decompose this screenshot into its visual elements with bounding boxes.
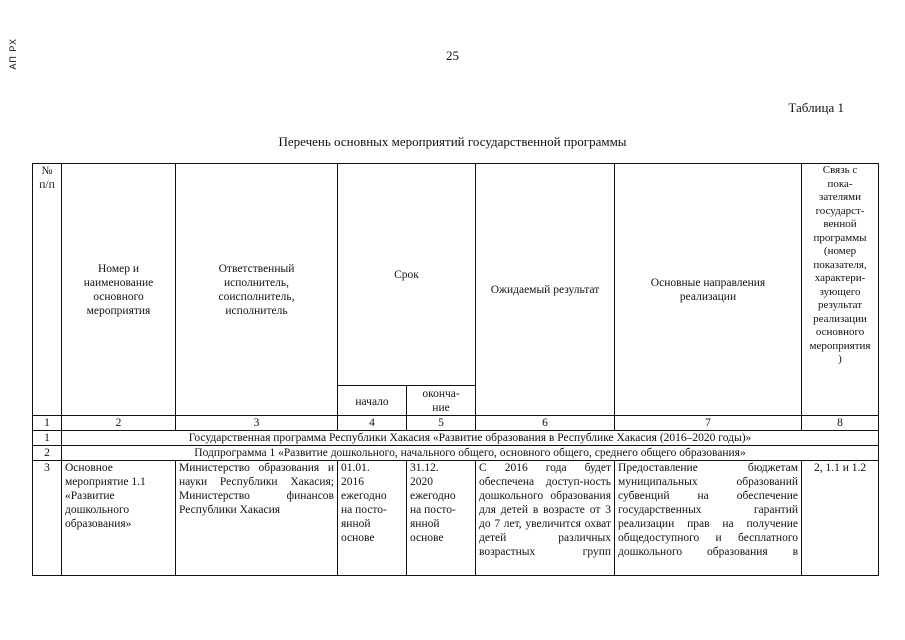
header-expected-result: Ожидаемый результат: [476, 164, 615, 416]
activity-indicators: 2, 1.1 и 1.2: [802, 461, 879, 576]
column-number: 7: [615, 416, 802, 431]
column-number: 6: [476, 416, 615, 431]
column-number: 5: [407, 416, 476, 431]
activity-num: 3: [33, 461, 62, 576]
activity-directions: Предоставление бюджетам муниципальных образований субвенций на обеспечение государственных гарантий реализации прав на получение общедоступного и бесплатного дошкольного образования в: [615, 461, 802, 576]
activity-expected-result: С 2016 года будет обеспечена доступ-ность дошкольного образования для детей в возрасте от 3 до 7 лет, увеличится охват детей различных возрастных групп: [476, 461, 615, 576]
document-title: Перечень основных мероприятий государственной программы: [278, 134, 627, 149]
header-directions: Основные направления реализации: [615, 164, 802, 416]
header-term-start: начало: [338, 386, 407, 416]
program-row-title: Государственная программа Республики Хакасия «Развитие образования в Республике Хакасия (2016–2020 годы)»: [62, 431, 879, 446]
header-num: № п/п: [33, 164, 62, 416]
column-number: 3: [176, 416, 338, 431]
header-term: Срок: [338, 164, 476, 386]
program-row-num: 1: [33, 431, 62, 446]
activity-row: [33, 461, 879, 576]
subprogram-row-title: Подпрограмма 1 «Развитие дошкольного, начального общего, основного общего, среднего общего образования»: [62, 446, 879, 461]
activity-name: Основное мероприятие 1.1 «Развитие дошкольного образования»: [62, 461, 176, 576]
column-number: 8: [802, 416, 879, 431]
header-indicators: Связь с пока- зателями государст- венной программы (номер показателя, характери- зующего результат реализации основного мероприятия ): [802, 164, 879, 416]
activity-end: 31.12. 2020 ежегодно на посто- янной основе: [407, 461, 476, 576]
activities-table: [32, 163, 879, 576]
activity-executor: Министерство образования и науки Республики Хакасия; Министерство финансов Республики Хакасия: [176, 461, 338, 576]
column-number: 4: [338, 416, 407, 431]
page-number: 25: [446, 48, 459, 63]
archive-side-mark: АП РХ: [8, 38, 18, 70]
program-row: [33, 431, 879, 446]
header-row-top: [33, 164, 879, 386]
header-executor: Ответственный исполнитель, соисполнитель, исполнитель: [176, 164, 338, 416]
column-number-row: [33, 416, 879, 431]
subprogram-row-num: 2: [33, 446, 62, 461]
column-number: 1: [33, 416, 62, 431]
header-activity-name: Номер и наименование основного мероприятия: [62, 164, 176, 416]
column-number: 2: [62, 416, 176, 431]
header-term-end: оконча- ние: [407, 386, 476, 416]
subprogram-row: [33, 446, 879, 461]
table-label: Таблица 1: [788, 100, 844, 115]
activity-start: 01.01. 2016 ежегодно на посто- янной основе: [338, 461, 407, 576]
